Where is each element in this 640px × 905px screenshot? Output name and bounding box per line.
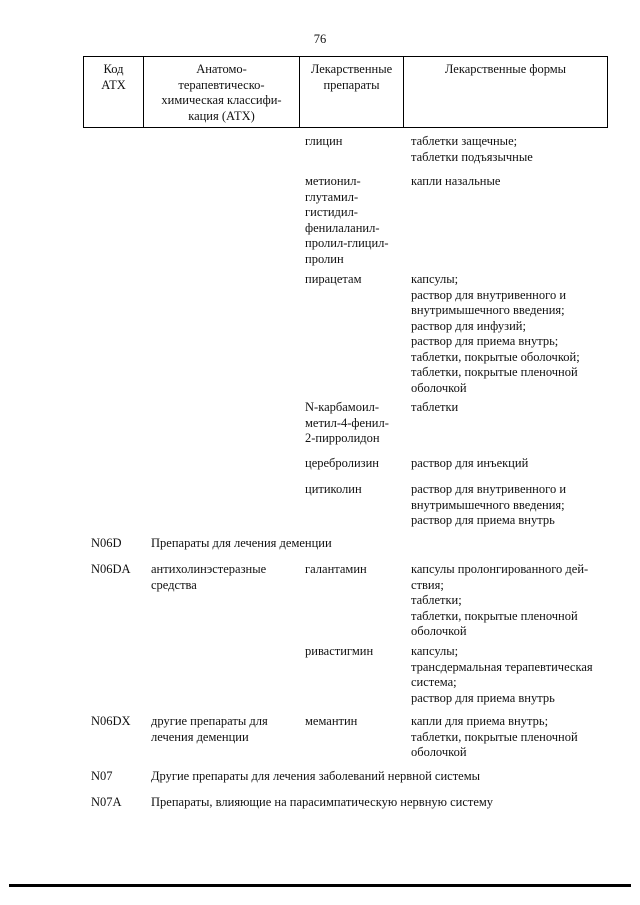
text-line: оболочкой — [411, 380, 467, 395]
text-line: лечения деменции — [151, 729, 249, 744]
text-line: мемантин — [305, 714, 358, 728]
text-line: раствор для приема внутрь; — [411, 334, 559, 348]
atc-classification — [151, 714, 293, 745]
atc-code: N07 — [91, 769, 113, 783]
text-line: пролил-глицил- — [305, 236, 389, 250]
header-forms: Лекарственные формы — [404, 57, 608, 128]
drug-name — [305, 714, 397, 730]
dosage-forms — [411, 174, 607, 190]
header-code: Код АТХ — [84, 57, 144, 128]
dosage-forms — [411, 400, 607, 416]
text-line: галантамин — [305, 562, 367, 576]
text-line: цитиколин — [305, 482, 362, 496]
text-line: оболочкой — [411, 624, 467, 638]
page-number: 76 — [313, 32, 327, 46]
dosage-forms — [411, 482, 607, 529]
atc-classification — [151, 562, 293, 593]
text-line: таблетки, покрытые пленочной — [411, 365, 578, 379]
text-line: другие препараты для — [151, 714, 268, 728]
bottom-rule — [9, 884, 631, 887]
drug-name — [305, 562, 397, 578]
text-line: фенилаланил- — [305, 220, 380, 235]
text-line: раствор для внутривенного и — [411, 482, 567, 496]
text-line: капсулы пролонгированного дей- — [411, 562, 589, 576]
section-title: Другие препараты для лечения заболеваний нервной системы — [151, 769, 481, 783]
text-line: средства — [151, 577, 197, 592]
atc-code: N06DA — [91, 562, 131, 576]
text-line: таблетки; — [411, 593, 462, 607]
text-line: N-карбамоил- — [305, 400, 380, 414]
text-line: капли назальные — [411, 174, 501, 188]
atc-code: N06DX — [91, 714, 131, 728]
text-line: глутамил- — [305, 189, 359, 204]
text-line: оболочкой — [411, 745, 467, 759]
dosage-forms — [411, 134, 607, 165]
text-line: гистидил- — [305, 205, 358, 219]
text-line: раствор для инфузий; — [411, 318, 526, 333]
dosage-forms — [411, 456, 607, 472]
text-line: таблетки, покрытые пленочной — [411, 608, 578, 623]
drug-name — [305, 134, 397, 150]
drug-name — [305, 400, 397, 447]
table-header — [83, 56, 608, 128]
text-line: внутримышечного введения; — [411, 303, 565, 317]
atc-code: N07A — [91, 795, 122, 809]
text-line: ствия; — [411, 577, 444, 592]
atc-code: N06D — [91, 536, 122, 550]
text-line: раствор для внутривенного и — [411, 287, 567, 302]
text-line: капли для приема внутрь; — [411, 714, 549, 728]
text-line: таблетки подъязычные — [411, 149, 533, 164]
text-line: трансдермальная терапевтическая — [411, 659, 593, 674]
drug-name — [305, 272, 397, 288]
drug-name — [305, 174, 397, 267]
text-line: метионил- — [305, 174, 361, 188]
header-classification: Анатомо- терапевтическо- химическая классифи- кация (АТХ) — [144, 57, 300, 128]
text-line: ривастигмин — [305, 644, 374, 658]
text-line: таблетки, покрытые оболочкой; — [411, 349, 580, 364]
text-line: 2-пирролидон — [305, 431, 380, 445]
drug-name — [305, 482, 397, 498]
section-title: Препараты, влияющие на парасимпатическую нервную систему — [151, 795, 494, 809]
text-line: капсулы; — [411, 644, 459, 658]
text-line: таблетки защечные; — [411, 134, 518, 148]
text-line: глицин — [305, 134, 343, 148]
text-line: таблетки, покрытые пленочной — [411, 729, 578, 744]
text-line: раствор для приема внутрь — [411, 690, 555, 705]
text-line: раствор для приема внутрь — [411, 513, 555, 527]
text-line: раствор для инъекций — [411, 456, 529, 470]
drug-name — [305, 456, 397, 472]
dosage-forms — [411, 644, 607, 706]
text-line: метил-4-фенил- — [305, 415, 389, 430]
drug-name — [305, 644, 397, 660]
text-line: пролин — [305, 251, 344, 266]
text-line: антихолинэстеразные — [151, 562, 267, 576]
section-title: Препараты для лечения деменции — [151, 536, 332, 550]
text-line: таблетки — [411, 400, 459, 414]
text-line: капсулы; — [411, 272, 459, 286]
text-line: система; — [411, 675, 457, 689]
dosage-forms — [411, 562, 607, 640]
header-drugs: Лекарственные препараты — [300, 57, 404, 128]
dosage-forms — [411, 714, 607, 761]
text-line: пирацетам — [305, 272, 362, 286]
dosage-forms — [411, 272, 607, 396]
text-line: церебролизин — [305, 456, 379, 470]
text-line: внутримышечного введения; — [411, 497, 565, 512]
